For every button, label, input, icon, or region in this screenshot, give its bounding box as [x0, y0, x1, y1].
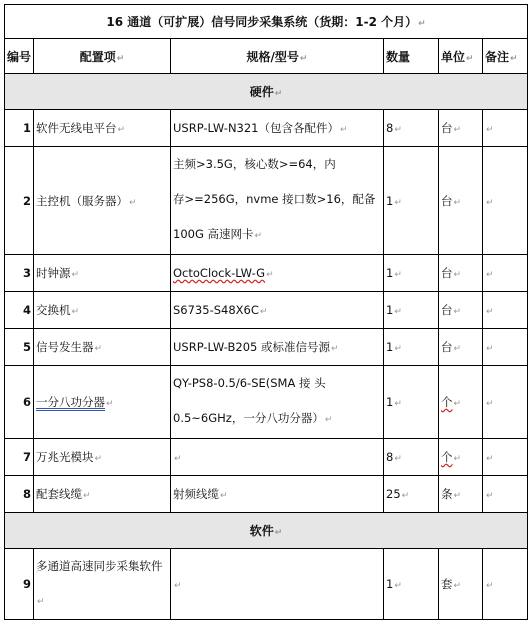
row-spec: [171, 147, 384, 255]
table-row: [5, 439, 528, 476]
row-unit: 个↵: [439, 439, 483, 476]
row-item: 时钟源↵: [34, 255, 171, 292]
row-note: ↵: [483, 439, 528, 476]
row-qty: 1↵: [384, 255, 439, 292]
row-unit: 台↵: [439, 255, 483, 292]
header-index: 编号: [5, 39, 34, 74]
row-item: 一分八功分器↵: [34, 366, 171, 439]
row-qty: 1↵: [384, 549, 439, 620]
header-row: [5, 39, 528, 74]
row-qty: 25↵: [384, 476, 439, 513]
row-index: 2: [5, 147, 34, 255]
row-unit: 套↵: [439, 549, 483, 620]
table-row: [5, 292, 528, 329]
row-note: ↵: [483, 366, 528, 439]
row-unit: 台↵: [439, 110, 483, 147]
row-spec: 射频线缆↵: [171, 476, 384, 513]
row-index: 9: [5, 549, 34, 620]
row-unit: 台↵: [439, 147, 483, 255]
row-item: 配套线缆↵: [34, 476, 171, 513]
row-item: 万兆光模块↵: [34, 439, 171, 476]
header-unit: 单位↵: [439, 39, 483, 74]
row-index: 3: [5, 255, 34, 292]
section-label-hardware: 硬件↵: [5, 74, 528, 110]
row-spec: USRP-LW-N321（包含各配件）↵: [171, 110, 384, 147]
row-spec: OctoClock-LW-G↵: [171, 255, 384, 292]
table-row: [5, 366, 528, 439]
row-unit: 台↵: [439, 292, 483, 329]
section-label-software: 软件↵: [5, 513, 528, 549]
table-row: [5, 255, 528, 292]
spec-line: 存>=256G，nvme 接口数>16，配备: [173, 192, 376, 206]
row-note: ↵: [483, 476, 528, 513]
spec-line: 主频>3.5G，核心数>=64，内: [173, 157, 336, 171]
header-qty: 数量: [384, 39, 439, 74]
table-row: [5, 476, 528, 513]
title-row: [5, 5, 528, 39]
row-index: 8: [5, 476, 34, 513]
row-spec: ↵: [171, 549, 384, 620]
row-index: 7: [5, 439, 34, 476]
row-qty: 1↵: [384, 292, 439, 329]
row-spec: ↵: [171, 439, 384, 476]
spec-line: 100G 高速网卡↵: [173, 227, 263, 241]
row-index: 6: [5, 366, 34, 439]
spec-table: [4, 4, 528, 620]
row-unit: 台↵: [439, 329, 483, 366]
row-spec: S6735-S48X6C↵: [171, 292, 384, 329]
row-note: ↵: [483, 110, 528, 147]
header-spec: 规格/型号↵: [171, 39, 384, 74]
row-spec: [171, 366, 384, 439]
row-index: 1: [5, 110, 34, 147]
row-item: 主控机（服务器）↵: [34, 147, 171, 255]
table-row: [5, 147, 528, 255]
row-note: ↵: [483, 292, 528, 329]
row-spec: USRP-LW-B205 或标准信号源↵: [171, 329, 384, 366]
row-item: 多通道高速同步采集软件↵: [34, 549, 171, 620]
row-note: ↵: [483, 147, 528, 255]
row-item: 交换机↵: [34, 292, 171, 329]
section-row-hardware: [5, 74, 528, 110]
row-note: ↵: [483, 329, 528, 366]
row-qty: 1↵: [384, 366, 439, 439]
row-unit: 个↵: [439, 366, 483, 439]
row-index: 5: [5, 329, 34, 366]
table-row: [5, 549, 528, 620]
row-qty: 1↵: [384, 329, 439, 366]
header-item: 配置项↵: [34, 39, 171, 74]
table-row: [5, 329, 528, 366]
row-index: 4: [5, 292, 34, 329]
spec-line: QY-PS8-0.5/6-SE(SMA 接 头: [173, 376, 326, 390]
row-qty: 1↵: [384, 147, 439, 255]
table-title: 16 通道（可扩展）信号同步采集系统（货期：1-2 个月）↵: [5, 5, 528, 39]
table-row: [5, 110, 528, 147]
row-note: ↵: [483, 549, 528, 620]
header-note: 备注↵: [483, 39, 528, 74]
row-qty: 8↵: [384, 439, 439, 476]
spec-line: 0.5~6GHz，一分八功分器）↵: [173, 411, 333, 425]
row-qty: 8↵: [384, 110, 439, 147]
row-item: 信号发生器↵: [34, 329, 171, 366]
row-item: 软件无线电平台↵: [34, 110, 171, 147]
row-unit: 条↵: [439, 476, 483, 513]
section-row-software: [5, 513, 528, 549]
row-note: ↵: [483, 255, 528, 292]
